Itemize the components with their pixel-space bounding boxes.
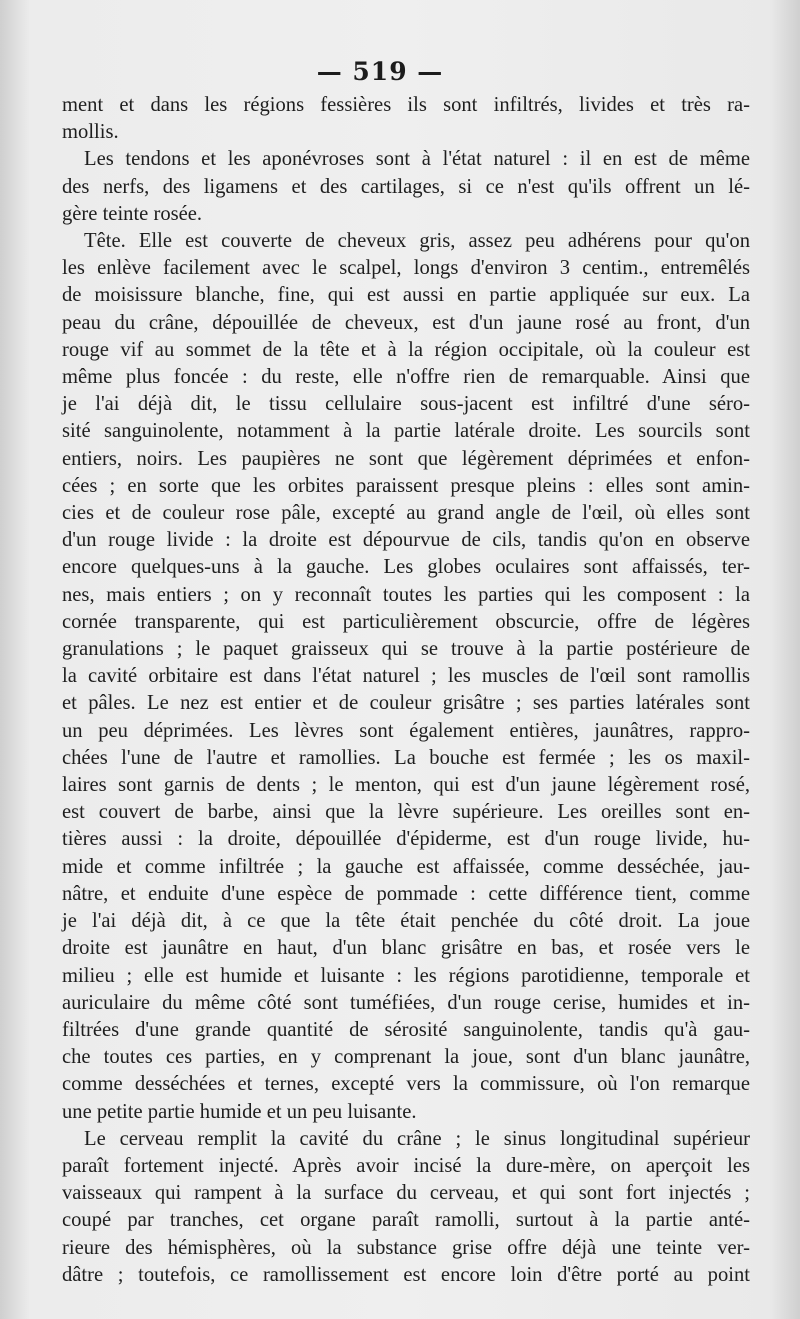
text-line: milieu ; elle est humide et luisante : les régions parotidienne, temporale et <box>62 964 750 987</box>
text-line: auriculaire du même côté sont tuméfiées, d'un rouge cerise, humides et in- <box>62 991 750 1014</box>
text-line: les enlève facilement avec le scalpel, longs d'environ 3 centim., entremêlés <box>62 257 750 280</box>
text-line: chées l'une de l'autre et ramollies. La bouche est fermée ; les os maxil- <box>62 746 750 769</box>
text-line: Tête. Elle est couverte de cheveux gris, assez peu adhérens pour qu'on <box>84 230 750 253</box>
text-line: peau du crâne, dépouillée de cheveux, est d'un jaune rosé au front, d'un <box>62 311 750 334</box>
text-line: entiers, noirs. Les paupières ne sont que légèrement déprimées et enfon- <box>62 447 750 470</box>
text-line: nes, mais entiers ; on y reconnaît toutes les parties qui les composent : la <box>62 583 750 606</box>
text-line: rouge vif au sommet de la tête et à la région occipitale, où la couleur est <box>62 338 750 361</box>
text-line: encore quelques-uns à la gauche. Les globes oculaires sont affaissés, ter- <box>62 556 750 579</box>
text-line: dâtre ; toutefois, ce ramollissement est encore loin d'être porté au point <box>62 1263 750 1286</box>
text-line: mide et comme infiltrée ; la gauche est affaissée, comme desséchée, jau- <box>62 855 750 878</box>
text-line: je l'ai déjà dit, à ce que la tête était penchée du côté droit. La joue <box>62 910 750 933</box>
text-line: mollis. <box>62 121 119 144</box>
text-line: nâtre, et enduite d'une espèce de pommade : cette différence tient, comme <box>62 882 750 905</box>
text-line: laires sont garnis de dents ; le menton, qui est d'un jaune légèrement rosé, <box>62 774 750 797</box>
text-line: est couvert de barbe, ainsi que la lèvre supérieure. Les oreilles sont en- <box>62 801 750 824</box>
text-line: paraît fortement injecté. Après avoir incisé la dure-mère, on aperçoit les <box>62 1154 750 1177</box>
text-line: vaisseaux qui rampent à la surface du cerveau, et qui sont fort injectés ; <box>62 1182 750 1205</box>
text-line: un peu déprimées. Les lèvres sont également entières, jaunâtres, rappro- <box>62 719 750 742</box>
text-line: cies et de couleur rose pâle, excepté au grand angle de l'œil, où elles sont <box>62 502 750 525</box>
text-line: comme desséchées et ternes, excepté vers la commissure, où l'on remarque <box>62 1073 750 1096</box>
text-line: je l'ai déjà dit, le tissu cellulaire sous-jacent est infiltré d'une séro- <box>62 393 750 416</box>
text-line: granulations ; le paquet graisseux qui se trouve à la partie postérieure de <box>62 638 750 661</box>
text-line: la cavité orbitaire est dans l'état naturel ; les muscles de l'œil sont ramollis <box>62 665 750 688</box>
text-line: des nerfs, des ligamens et des cartilages, si ce n'est qu'ils offrent un lé- <box>62 175 750 198</box>
text-line: Le cerveau remplit la cavité du crâne ; le sinus longitudinal supérieur <box>84 1127 750 1150</box>
text-line: sité sanguinolente, notamment à la partie latérale droite. Les sourcils sont <box>62 420 750 443</box>
text-line: une petite partie humide et un peu luisante. <box>62 1100 417 1123</box>
text-line: cées ; en sorte que les orbites paraissent presque pleins : elles sont amin- <box>62 474 750 497</box>
text-line: d'un rouge livide : la droite est dépourvue de cils, tandis qu'on en observe <box>62 529 750 552</box>
text-line: et pâles. Le nez est entier et de couleur grisâtre ; ses parties latérales sont <box>62 692 750 715</box>
text-line: ment et dans les régions fessières ils sont infiltrés, livides et très ra- <box>62 94 750 116</box>
text-line: gère teinte rosée. <box>62 202 203 225</box>
text-line: de moisissure blanche, fine, qui est aussi en partie appliquée sur eux. La <box>62 284 750 307</box>
text-line: che toutes ces parties, en y comprenant la joue, sont d'un blanc jaunâtre, <box>62 1046 750 1069</box>
text-line: Les tendons et les aponévroses sont à l'état naturel : il en est de même <box>84 148 750 171</box>
text-line: rieure des hémisphères, où la substance grise offre déjà une teinte ver- <box>62 1236 750 1259</box>
text-line: même plus foncée : du reste, elle n'offre rien de remarquable. Ainsi que <box>62 366 750 389</box>
text-line: droite est jaunâtre en haut, d'un blanc grisâtre en bas, et rosée vers le <box>62 937 750 960</box>
text-line: tières aussi : la droite, dépouillée d'épiderme, est d'un rouge livide, hu- <box>62 828 750 851</box>
body-text <box>62 92 750 1289</box>
page-number: — 519 — <box>316 57 444 86</box>
text-line: cornée transparente, qui est particulièrement obscurcie, offre de légères <box>62 610 750 633</box>
text-line: coupé par tranches, cet organe paraît ramolli, surtout à la partie anté- <box>62 1209 750 1232</box>
text-line: filtrées d'une grande quantité de sérosité sanguinolente, tandis qu'à gau- <box>62 1018 750 1041</box>
